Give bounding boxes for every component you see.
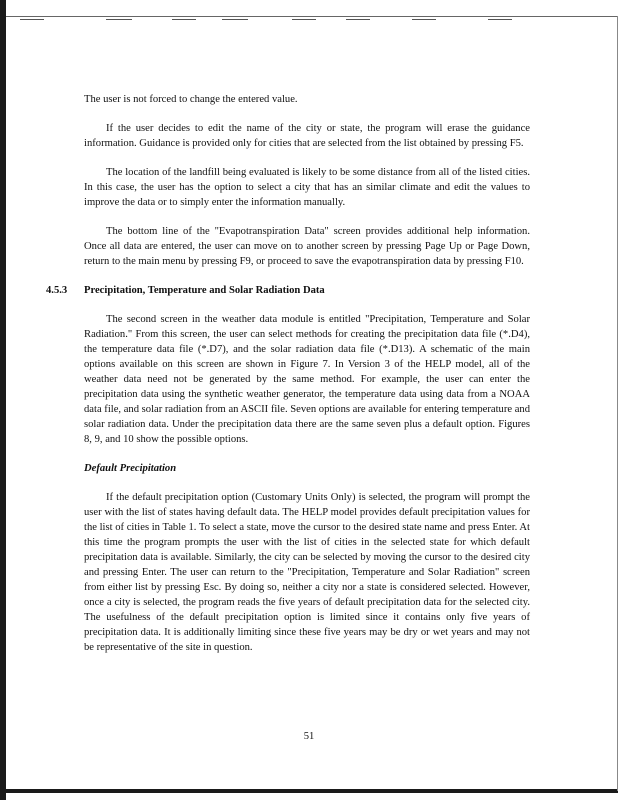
paragraph-entered-value: The user is not forced to change the entered value.: [84, 94, 298, 105]
header-rule-segment: [488, 19, 512, 20]
header-rule-segment: [292, 19, 316, 20]
paragraph-edit-city: If the user decides to edit the name of the city or state, the program will erase the guidance information. Guidance is provided only for cities that are selected from the list obtained by pressing F5.: [84, 123, 530, 149]
section-title: Precipitation, Temperature and Solar Radiation Data: [84, 285, 325, 296]
paragraph-evapotranspiration-help: The bottom line of the "Evapotranspiration Data" screen provides additional help information. Once all data are entered, the user can move on to another screen by pressing Page Up or Page Down, return to the main menu by pressing F9, or proceed to save the evapotranspiration data by pressing F10.: [84, 226, 530, 267]
scan-border-bottom: [0, 789, 618, 793]
header-rule-segment: [412, 19, 436, 20]
subsection-heading: Default Precipitation: [84, 463, 177, 474]
section-heading: [46, 283, 530, 298]
header-rule-segment: [172, 19, 196, 20]
paragraph-default-precipitation: If the default precipitation option (Customary Units Only) is selected, the program will prompt the user with the list of states having default data. The HELP model provides default precipitation values for the list of cities in Table 1. To select a state, move the cursor to the desired state name and press Enter. At this time the program prompts the user with the list of cities in the selected state for which default precipitation data is available. Similarly, the city can be selected by moving the cursor to the desired city and pressing Enter. The user can return to the "Precipitation, Temperature and Solar Radiation" screen from either list by pressing Esc. By doing so, neither a city nor a state is considered selected. However, once a city is selected, the program reads the five years of default precipitation data for the selected city. The usefulness of the default precipitation option is limited since it contains only five years of precipitation data. It is additionally limiting since these five years may be dry or wet years and may not be representative of the site in question.: [84, 492, 530, 653]
paragraph-weather-screen: The second screen in the weather data module is entitled "Precipitation, Temperature and Solar Radiation." From this screen, the user can select methods for creating the precipitation data file (*.D4), the temperature data file (*.D7), and the solar radiation data file (*.D13). A schematic of the main options available on this screen are shown in Figure 7. In Version 3 of the HELP model, all of the weather data need not be generated by the same method. For example, the user can enter the precipitation data using the synthetic weather generator, the temperature data using data from a NOAA data file, and solar radiation from an ASCII file. Seven options are available for entering temperature and solar radiation data. Under the precipitation data there are the same seven plus a default option. Figures 8, 9, and 10 show the possible options.: [84, 314, 530, 445]
section-number: 4.5.3: [46, 285, 68, 296]
header-rule-segment: [106, 19, 132, 20]
header-rule-segment: [346, 19, 370, 20]
page-number: 51: [303, 731, 315, 742]
header-rule-segment: [20, 19, 44, 20]
paragraph-landfill-location: The location of the landfill being evaluated is likely to be some distance from all of the listed cities. In this case, the user has the option to select a city that has an similar climate and edit the values to improve the data or to simply enter the information manually.: [84, 167, 530, 208]
document-page: [46, 92, 530, 669]
scan-border-top: [6, 16, 618, 17]
header-rule-segment: [222, 19, 248, 20]
scan-border-left: [0, 0, 6, 800]
